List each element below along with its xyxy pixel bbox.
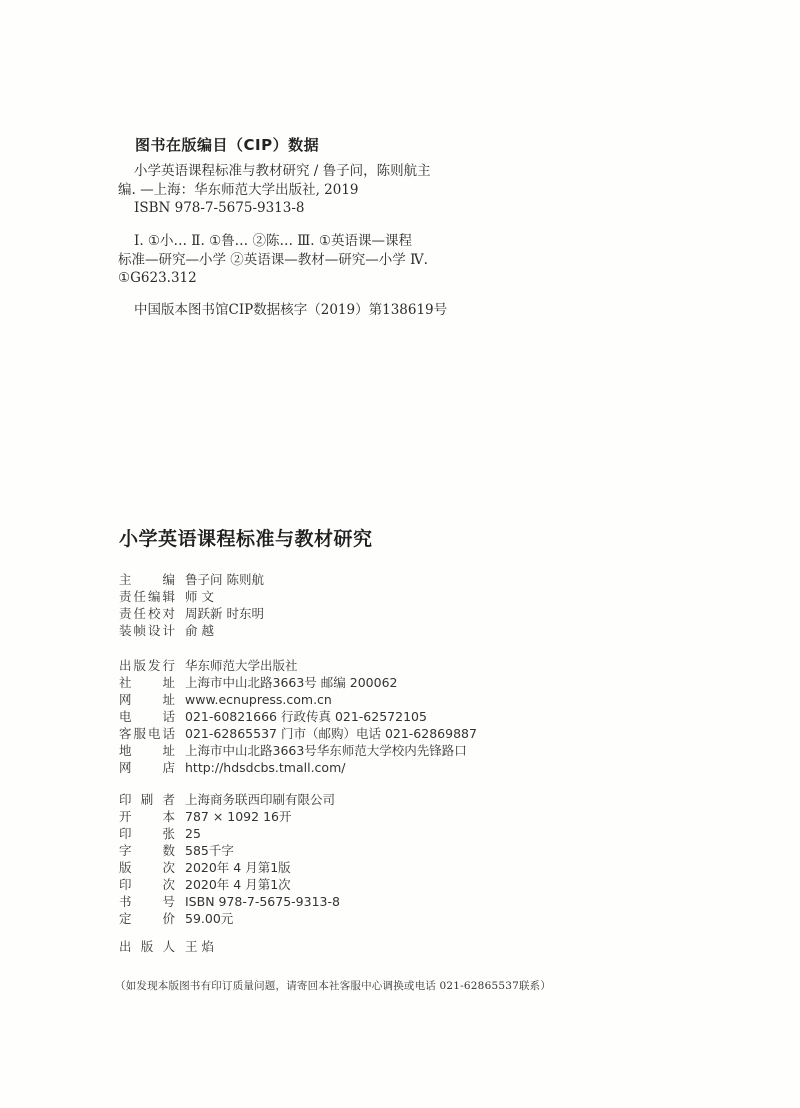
- info-label-char: 版: [133, 658, 146, 673]
- publisher-group: [119, 657, 477, 776]
- info-label-char: 行: [162, 658, 175, 673]
- info-label-char: 书: [119, 894, 132, 909]
- info-label-char: 本: [162, 809, 175, 824]
- info-label-char: 人: [162, 939, 175, 954]
- info-row: [119, 622, 264, 639]
- info-label: [119, 691, 175, 708]
- info-value: 2020年 4 月第1次: [185, 877, 291, 892]
- info-label: [119, 842, 175, 859]
- info-label: [119, 588, 175, 605]
- info-label: [119, 708, 175, 725]
- info-label-char: 价: [162, 911, 175, 926]
- info-label: [119, 674, 175, 691]
- quality-notice: （如发现本版图书有印订质量问题，请寄回本社客服中心调换或电话 021-62865537联系）: [115, 980, 552, 992]
- info-label-char: 网: [119, 692, 132, 707]
- info-label-char: 话: [162, 726, 175, 741]
- info-label-char: 校: [147, 606, 161, 621]
- info-label-char: 定: [119, 911, 132, 926]
- info-row: [119, 588, 264, 605]
- info-label-char: 计: [162, 623, 175, 638]
- info-value: 上海市中山北路3663号 邮编 200062: [185, 675, 398, 690]
- info-row: [119, 674, 477, 691]
- info-label: [119, 910, 175, 927]
- cip-class-line: 标准—研究—小学 ②英语课—教材—研究—小学 Ⅳ.: [118, 251, 428, 268]
- info-label: [119, 657, 175, 674]
- info-label-char: 主: [119, 572, 132, 587]
- info-label-char: 址: [162, 743, 175, 758]
- info-label: [119, 791, 175, 808]
- info-label-char: 印: [119, 826, 132, 841]
- info-row: [119, 759, 477, 776]
- info-label: [119, 571, 175, 588]
- info-row: [119, 725, 477, 742]
- info-value: 王 焰: [185, 939, 214, 954]
- info-label-char: 张: [162, 826, 175, 841]
- cip-record: [118, 162, 478, 218]
- info-label-char: 出: [119, 939, 132, 954]
- info-label-char: 任: [133, 606, 146, 621]
- info-label: [119, 605, 175, 622]
- cip-record-line: 小学英语课程标准与教材研究 / 鲁子问，陈则航主: [134, 163, 431, 179]
- info-row: [119, 657, 477, 674]
- info-label-char: 者: [162, 792, 175, 807]
- cip-class-line: Ⅰ. ①小… Ⅱ. ①鲁… ②陈… Ⅲ. ①英语课—课程: [134, 233, 412, 249]
- info-label-char: 帧: [133, 623, 146, 638]
- info-label: [119, 876, 175, 893]
- info-row: [119, 842, 340, 859]
- info-label-char: 对: [162, 606, 175, 621]
- info-value: www.ecnupress.com.cn: [185, 692, 332, 707]
- info-label: [119, 759, 175, 776]
- info-row: [119, 691, 477, 708]
- info-label-char: 字: [119, 843, 132, 858]
- cip-record-line: 编. —上海：华东师范大学出版社, 2019: [118, 181, 359, 198]
- info-value: 俞 越: [185, 623, 214, 638]
- info-value: 021-60821666 行政传真 021-62572105: [185, 709, 427, 724]
- info-value: 鲁子问 陈则航: [185, 572, 264, 587]
- info-row: [119, 893, 340, 910]
- info-value: 上海市中山北路3663号华东师范大学校内先锋路口: [185, 743, 467, 758]
- info-value: 周跃新 时东明: [185, 606, 264, 621]
- info-value: 2020年 4 月第1版: [185, 860, 291, 875]
- info-label-char: 次: [162, 877, 175, 892]
- info-label: [119, 622, 175, 639]
- info-label-char: 责: [119, 606, 132, 621]
- info-label-char: 次: [162, 860, 175, 875]
- info-value: 787 × 1092 16开: [185, 809, 292, 824]
- info-label-char: 数: [162, 843, 175, 858]
- info-label-char: 地: [119, 743, 132, 758]
- info-label-char: 电: [147, 726, 161, 741]
- info-label: [119, 938, 175, 955]
- info-label-char: 编: [147, 589, 161, 604]
- info-label-char: 印: [119, 877, 132, 892]
- info-label-char: 店: [162, 760, 175, 775]
- info-label-char: 辑: [162, 589, 175, 604]
- info-value: 25: [185, 826, 201, 841]
- info-label: [119, 825, 175, 842]
- info-row: [119, 808, 340, 825]
- info-row: [119, 791, 340, 808]
- info-label-char: 网: [119, 760, 132, 775]
- info-value: 师 文: [185, 589, 214, 604]
- print-group: [119, 791, 340, 927]
- info-value: 59.00元: [185, 911, 234, 926]
- info-label-char: 发: [147, 658, 161, 673]
- cip-class-line: ①G623.312: [118, 270, 197, 286]
- info-label-char: 服: [133, 726, 146, 741]
- info-label: [119, 808, 175, 825]
- info-row: [119, 605, 264, 622]
- cip-isbn: ISBN 978-7-5675-9313-8: [134, 200, 305, 216]
- info-value: 021-62865537 门市（邮购）电话 021-62869887: [185, 726, 477, 741]
- info-label-char: 版: [140, 939, 154, 954]
- info-label: [119, 893, 175, 910]
- publisher-person-group: [119, 938, 214, 955]
- editors-group: [119, 571, 264, 639]
- info-label-char: 址: [162, 692, 175, 707]
- info-label-char: 版: [119, 860, 132, 875]
- book-title: 小学英语课程标准与教材研究: [119, 528, 373, 550]
- info-label-char: 话: [162, 709, 175, 724]
- info-row: [119, 825, 340, 842]
- info-label-char: 址: [162, 675, 175, 690]
- info-row: [119, 859, 340, 876]
- info-label-char: 客: [119, 726, 132, 741]
- info-label-char: 刷: [140, 792, 154, 807]
- info-value: 585千字: [185, 843, 234, 858]
- cip-number: 中国版本图书馆CIP数据核字（2019）第138619号: [134, 302, 448, 318]
- cip-heading: 图书在版编目（CIP）数据: [135, 136, 320, 154]
- info-row: [119, 708, 477, 725]
- info-value: http://hdsdcbs.tmall.com/: [185, 760, 346, 775]
- info-label-char: 任: [133, 589, 146, 604]
- info-label-char: 印: [119, 792, 132, 807]
- info-label: [119, 859, 175, 876]
- info-label-char: 编: [162, 572, 175, 587]
- info-label-char: 电: [119, 709, 132, 724]
- info-row: [119, 876, 340, 893]
- info-label: [119, 742, 175, 759]
- info-row: [119, 742, 477, 759]
- info-label-char: 号: [162, 894, 175, 909]
- info-label-char: 出: [119, 658, 132, 673]
- info-row: [119, 910, 340, 927]
- info-row: [119, 938, 214, 955]
- info-value: 上海商务联西印刷有限公司: [185, 792, 336, 807]
- info-label: [119, 725, 175, 742]
- info-label-char: 装: [119, 623, 132, 638]
- info-label-char: 开: [119, 809, 132, 824]
- info-row: [119, 571, 264, 588]
- info-label-char: 设: [147, 623, 161, 638]
- info-label-char: 社: [119, 675, 132, 690]
- info-value: 华东师范大学出版社: [185, 658, 298, 673]
- cip-classification: [118, 232, 478, 288]
- info-value: ISBN 978-7-5675-9313-8: [185, 894, 340, 909]
- info-label-char: 责: [119, 589, 132, 604]
